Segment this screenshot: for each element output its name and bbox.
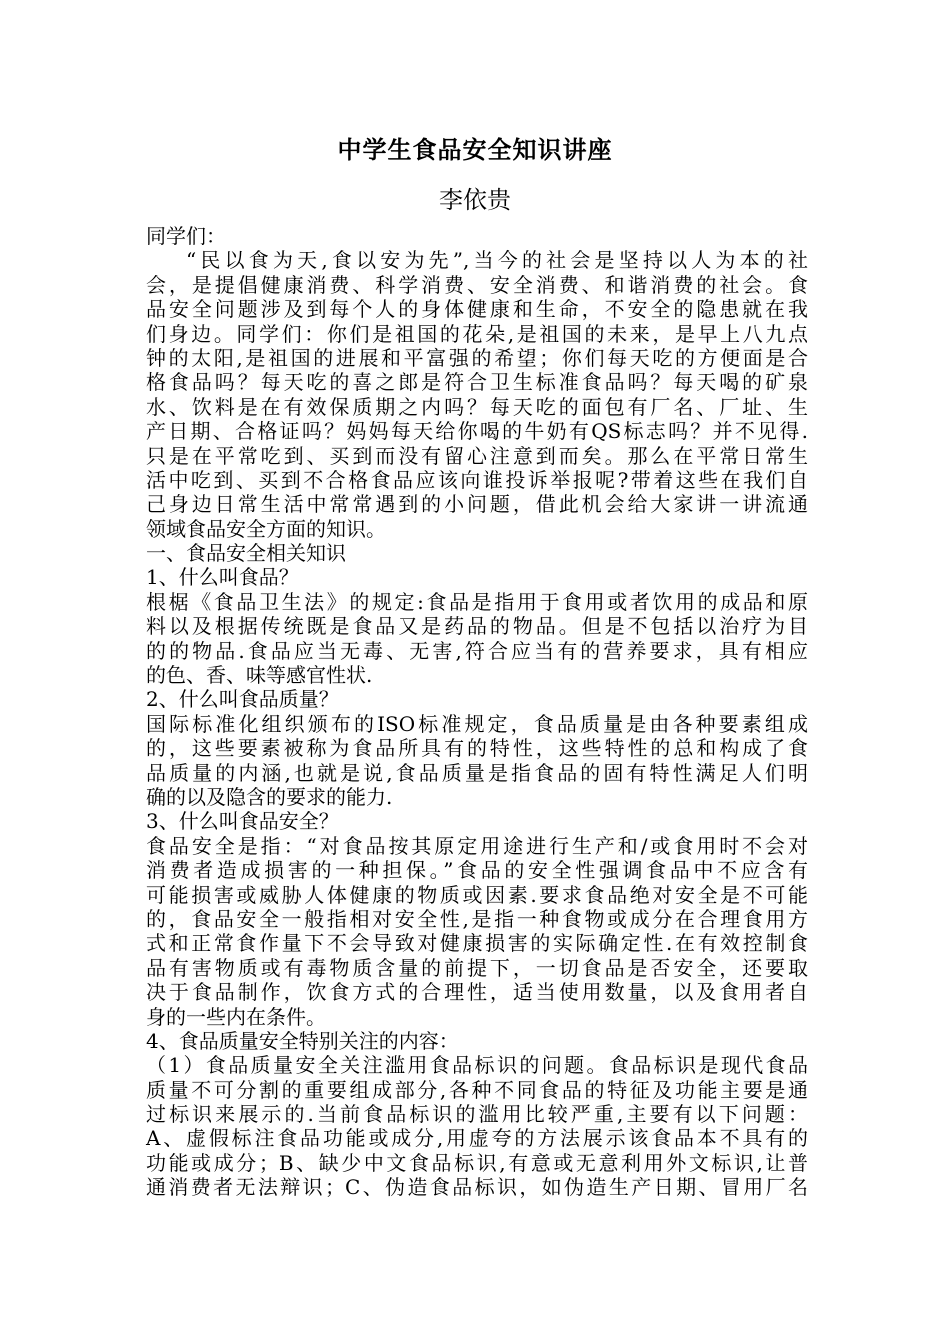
text-line: 可能损害或威胁人体健康的物质或因素.要求食品绝对安全是不可能 bbox=[146, 882, 808, 907]
text-line: 品有害物质或有毒物质含量的前提下，一切食品是否安全，还要取 bbox=[146, 955, 808, 980]
text-line: 产日期、合格证吗？妈妈每天给你喝的牛奶有QS标志吗？并不见得. bbox=[146, 419, 808, 444]
text-line: 4、食品质量安全特别关注的内容： bbox=[146, 1028, 459, 1053]
text-line: 国际标准化组织颁布的ISO标准规定，食品质量是由各种要素组成 bbox=[146, 711, 808, 736]
text-line: 品安全问题涉及到每个人的身体健康和生命，不安全的隐患就在我 bbox=[146, 297, 808, 322]
text-line: （1）食品质量安全关注滥用食品标识的问题。食品标识是现代食品 bbox=[146, 1053, 808, 1078]
text-line: 同学们： bbox=[146, 224, 226, 248]
text-line: 们身边。同学们：你们是祖国的花朵,是祖国的未来，是早上八九点 bbox=[146, 321, 808, 346]
text-line: 活中吃到、买到不合格食品应该向谁投诉举报呢?带着这些在我们自 bbox=[146, 467, 808, 492]
text-line: 格食品吗？每天吃的喜之郎是符合卫生标准食品吗？每天喝的矿泉 bbox=[146, 370, 808, 395]
text-line: 过标识来展示的.当前食品标识的滥用比较严重,主要有以下问题： bbox=[146, 1102, 808, 1127]
text-line: 1、什么叫食品？ bbox=[146, 565, 299, 590]
text-line: 消费者造成损害的一种担保。”食品的安全性强调食品中不应含有 bbox=[146, 858, 808, 883]
text-line: 的色、香、味等感官性状. bbox=[146, 663, 373, 688]
text-line: 决于食品制作，饮食方式的合理性，适当使用数量，以及食用者自 bbox=[146, 980, 808, 1005]
text-line: 根椐《食品卫生法》的规定:食品是指用于食用或者饮用的成品和原 bbox=[146, 589, 808, 614]
text-line: 品质量的内涵,也就是说,食品质量是指食品的固有特性满足人们明 bbox=[146, 760, 808, 785]
text-line: 身的一些内在条件。 bbox=[146, 1004, 326, 1029]
text-line: 2、什么叫食品质量？ bbox=[146, 687, 339, 712]
text-line: 确的以及隐含的要求的能力. bbox=[146, 784, 393, 809]
text-line: 料以及根据传统既是食品又是药品的物品。但是不包括以治疗为目 bbox=[146, 614, 808, 639]
text-line: “民以食为天,食以安为先”,当今的社会是坚持以人为本的社 bbox=[186, 248, 808, 273]
text-line: 会，是提倡健康消费、科学消费、安全消费、和谐消费的社会。食 bbox=[146, 272, 808, 297]
text-line: 领域食品安全方面的知识。 bbox=[146, 516, 386, 541]
text-line: 的，这些要素被称为食品所具有的特性，这些特性的总和构成了食 bbox=[146, 736, 808, 761]
text-line: 己身边日常生活中常常遇到的小问题，借此机会给大家讲一讲流通 bbox=[146, 492, 808, 517]
document-title: 中学生食品安全知识讲座 bbox=[337, 136, 613, 164]
text-line: 一、食品安全相关知识 bbox=[146, 541, 346, 566]
text-line: 质量不可分割的重要组成部分,各种不同食品的特征及功能主要是通 bbox=[146, 1077, 808, 1102]
text-line: 只是在平常吃到、买到而没有留心注意到而矣。那么在平常日常生 bbox=[146, 443, 808, 468]
text-line: 的，食品安全一般指相对安全性,是指一种食物或成分在合理食用方 bbox=[146, 906, 808, 931]
document-author: 李依贵 bbox=[439, 186, 511, 214]
text-line: 通消费者无法辩识；C、伪造食品标识，如伪造生产日期、冒用厂名 bbox=[146, 1175, 808, 1200]
text-line: 食品安全是指：“对食品按其原定用途进行生产和/或食用时不会对 bbox=[146, 833, 808, 858]
text-line: 式和正常食作量下不会导致对健康损害的实际确定性.在有效控制食 bbox=[146, 931, 808, 956]
text-line: 功能或成分；B、缺少中文食品标识,有意或无意利用外文标识,让普 bbox=[146, 1150, 808, 1175]
text-line: 3、什么叫食品安全？ bbox=[146, 809, 339, 834]
document-body bbox=[146, 224, 808, 1200]
text-line: 钟的太阳,是祖国的进展和平富强的希望；你们每天吃的方便面是合 bbox=[146, 345, 808, 370]
text-line: A、虚假标注食品功能或成分,用虚夸的方法展示该食品本不具有的 bbox=[146, 1126, 808, 1151]
text-line: 的的物品.食品应当无毒、无害,符合应当有的营养要求，具有相应 bbox=[146, 638, 808, 663]
text-line: 水、饮料是在有效保质期之内吗？每天吃的面包有厂名、厂址、生 bbox=[146, 394, 808, 419]
